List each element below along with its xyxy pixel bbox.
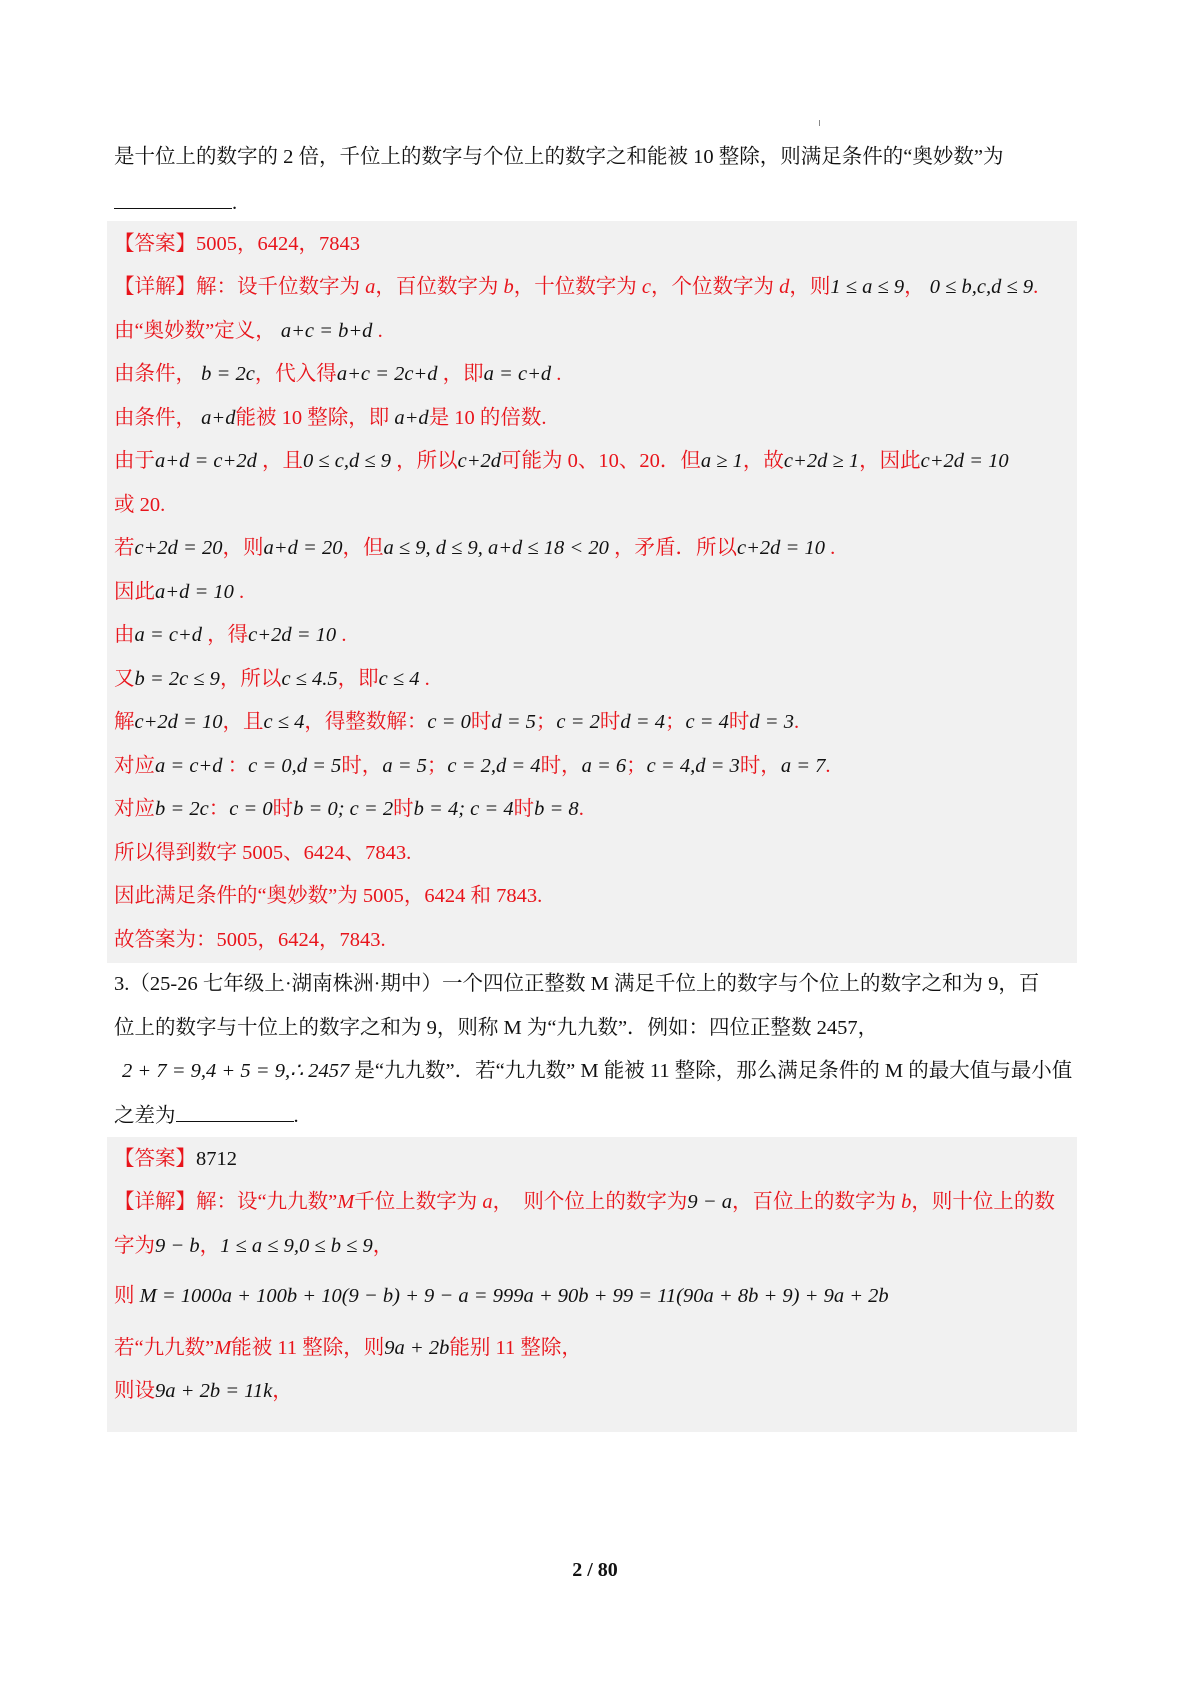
text-segment: ，代入得 <box>254 363 337 385</box>
math-expression: 1 ≤ a ≤ 9 <box>830 276 905 298</box>
detail-line <box>114 447 1009 475</box>
math-expression: c = 0,d = 5 <box>248 755 342 777</box>
math-expression: a <box>482 1191 493 1213</box>
math-expression: a = 5 <box>382 755 427 777</box>
text-segment: ，矛盾．所以 <box>608 537 737 559</box>
text-segment: 能被 10 整除，即 <box>235 407 390 429</box>
math-expression: b = 2c ≤ 9 <box>134 668 220 690</box>
text-segment: ，十位数字为 <box>513 276 642 298</box>
text-segment: ，且 <box>222 711 264 733</box>
math-expression: b = 0; <box>293 798 350 820</box>
text-segment: ，所以 <box>390 450 458 472</box>
math-expression: a = c+d <box>134 624 203 646</box>
math-expression: c = 0 <box>229 798 273 820</box>
text-segment: 时 <box>513 798 535 820</box>
text-segment: 是 10 的倍数. <box>428 407 547 429</box>
text-segment: . <box>1033 276 1039 298</box>
text-segment: ； <box>535 711 557 733</box>
math-expression: c <box>641 276 651 298</box>
question3-line4: 之差为 . <box>114 1101 299 1129</box>
detail-line <box>114 1282 889 1310</box>
math-expression: c = 2 <box>349 798 394 820</box>
text-segment: ： <box>208 798 230 820</box>
text-segment: ， <box>272 1380 293 1402</box>
question3-line3: 2 + 7 = 9,4 + 5 = 9,∴ 2457 是“九九数”．若“九九数” M 能被 11 整除，那么满足条件的 M 的最大值与最小值 <box>122 1060 1073 1082</box>
detail-line <box>114 404 547 432</box>
math-expression: b = 4; <box>413 798 471 820</box>
math-expression: a <box>365 276 376 298</box>
text-segment: . <box>825 537 836 559</box>
text-segment: ，则 <box>222 537 264 559</box>
math-expression: 0 ≤ c,d ≤ 9 <box>302 450 391 472</box>
detail-line <box>114 1232 393 1260</box>
question3-line2: 位上的数字与十位上的数字之和为 9，则称 M 为“九九数”．例如：四位正整数 2457， <box>114 1017 879 1039</box>
text-segment: ，故 <box>742 450 784 472</box>
math-expression: a = 7 <box>780 755 826 777</box>
text-segment: 对应 <box>114 798 155 820</box>
math-expression: b = 2c <box>155 798 209 820</box>
text-segment: ，即 <box>337 668 379 690</box>
detail-line <box>114 491 165 519</box>
math-expression: d = 5 <box>491 711 536 733</box>
math-expression: M <box>337 1191 355 1213</box>
text-segment: 可能为 0、10、20．但 <box>501 450 701 472</box>
detail-line <box>114 1188 1055 1216</box>
math-expression: c = 0 <box>427 711 471 733</box>
math-expression: a+c = b+d <box>275 320 373 342</box>
text-segment: ，且 <box>256 450 303 472</box>
text-segment: ， 则个位上的数字为 <box>492 1191 688 1213</box>
text-segment: 字为 <box>114 1235 155 1257</box>
text-segment: ； <box>664 711 686 733</box>
text-segment: 则 <box>114 1285 140 1307</box>
text-segment: 由条件， <box>114 363 196 385</box>
text-segment: . <box>233 581 245 603</box>
detail-line <box>114 839 411 867</box>
text-segment: ，则十位上的数 <box>911 1191 1055 1213</box>
math-expression: c+2d = 10 <box>737 537 826 559</box>
math-expression: c+2d ≥ 1 <box>783 450 860 472</box>
math-expression: M <box>214 1337 232 1359</box>
text-segment: . <box>578 798 584 820</box>
math-expression: b <box>503 276 514 298</box>
detail-line <box>114 882 542 910</box>
detail-tag: 【详解】 <box>114 1191 196 1213</box>
math-expression: M = 1000a + 100b + 10(9 − b) + 9 − a = 999a + 90b + 99 = 11(90a + 8b + 9) + 9a + 2b <box>139 1285 889 1307</box>
text-segment: 解：设“九九数” <box>196 1191 338 1213</box>
math-expression: c = 2,d = 4 <box>447 755 541 777</box>
page-number: 2 / 80 <box>572 1559 618 1581</box>
question2-tail-line <box>114 143 1003 171</box>
text-segment: 由于 <box>114 450 155 472</box>
question3-line1: 3.（25-26 七年级上·湖南株洲·期中）一个四位正整数 M 满足千位上的数字与个位上的数字之和为 9，百 <box>114 973 1040 995</box>
detail-line <box>114 665 430 693</box>
text-segment: 时 <box>599 711 621 733</box>
question-number: 3. <box>114 973 130 995</box>
text-segment: 因此满足条件的“奥妙数”为 5005，6424 和 7843. <box>114 885 543 907</box>
detail-line <box>114 578 244 606</box>
math-expression: 9 − a <box>687 1191 732 1213</box>
question-source: （25-26 七年级上·湖南株洲·期中） <box>129 973 442 995</box>
math-expression: b = 2c <box>196 363 255 385</box>
math-expression: 9a + 2b = 11k <box>155 1380 273 1402</box>
math-expression: a+d = 20 <box>263 537 343 559</box>
math-expression: c ≤ 4 <box>378 668 420 690</box>
math-expression: d = 4 <box>620 711 665 733</box>
math-expression: 9a + 2b <box>384 1337 450 1359</box>
text-segment: ； <box>426 755 448 777</box>
text-segment: ，百位数字为 <box>375 276 504 298</box>
text-segment: 解 <box>114 711 135 733</box>
math-expression: a+d = c+2d <box>155 450 257 472</box>
answer-blank <box>114 188 232 209</box>
detail-line <box>114 1334 582 1362</box>
header-mark <box>819 120 820 126</box>
math-expression: c = 4,d = 3 <box>646 755 740 777</box>
detail-line <box>114 360 561 388</box>
detail-line <box>114 317 383 345</box>
math-expression: c+2d <box>457 450 502 472</box>
text-segment: ，所以 <box>219 668 282 690</box>
text-segment: 时 <box>728 711 750 733</box>
math-expression: a+c = 2c+d <box>336 363 438 385</box>
math-expression: 0 ≤ b,c,d ≤ 9 <box>924 276 1034 298</box>
math-expression: 9 − b <box>155 1235 200 1257</box>
detail-line <box>114 534 835 562</box>
answer-tag: 【答案】 <box>114 233 196 255</box>
math-expression: c ≤ 4.5 <box>281 668 338 690</box>
text-segment: 千位上数字为 <box>354 1191 483 1213</box>
math-expression: c = 4 <box>470 798 514 820</box>
text-segment: 时 <box>393 798 414 820</box>
text-segment: . <box>793 711 800 733</box>
detail-line <box>114 795 584 823</box>
math-expression: 1 ≤ a ≤ 9,0 ≤ b ≤ 9 <box>220 1235 373 1257</box>
answer-tag: 【答案】 <box>114 1148 196 1170</box>
text-segment: ，得 <box>202 624 249 646</box>
math-expression: b = 8 <box>534 798 579 820</box>
math-expression: c+2d = 10 <box>134 711 223 733</box>
text-segment: ， <box>904 276 925 298</box>
text-segment: ，个位数字为 <box>650 276 780 298</box>
math-expression: a = c+d <box>155 755 223 777</box>
text-segment: ，因此 <box>859 450 921 472</box>
math-expression: d = 3 <box>749 711 794 733</box>
text-segment: 因此 <box>114 581 155 603</box>
text-segment: . <box>825 755 831 777</box>
detail-line <box>114 621 346 649</box>
answer-value: 5005，6424，7843 <box>196 233 360 255</box>
text-segment: 由条件， <box>114 407 196 429</box>
text-segment: ，但 <box>342 537 384 559</box>
text-segment: 时 <box>470 711 492 733</box>
text-segment: 由“奥妙数”定义， <box>114 320 276 342</box>
math-expression: a ≤ 9, d ≤ 9, a+d ≤ 18 < 20 <box>383 537 609 559</box>
text-segment: 时， <box>739 755 781 777</box>
text-segment: . <box>551 363 562 385</box>
text-segment: . <box>419 668 430 690</box>
text-segment: 能别 11 整除， <box>449 1337 582 1359</box>
text-segment: 又 <box>114 668 135 690</box>
answer-line-q3 <box>114 1145 237 1173</box>
math-expression: a = c+d <box>483 363 552 385</box>
text-segment: 时， <box>540 755 582 777</box>
text-segment: 对应 <box>114 755 155 777</box>
text-segment: ，则 <box>789 276 831 298</box>
question2-text: 是十位上的数字的 2 倍，千位上的数字与个位上的数字之和能被 10 整除，则满足条件的“奥妙数”为 <box>114 146 1004 168</box>
detail-tag: 【详解】 <box>114 276 196 298</box>
detail-line <box>114 752 831 780</box>
answer-line-q2 <box>114 230 360 258</box>
text-segment: ，百位上的数字为 <box>732 1191 902 1213</box>
math-expression: a = 6 <box>581 755 627 777</box>
text-segment: 解：设千位数字为 <box>196 276 366 298</box>
math-expression: d <box>779 276 790 298</box>
text-segment: ： <box>222 755 249 777</box>
math-expression: a+d <box>389 407 429 429</box>
math-expression: c = 4 <box>685 711 729 733</box>
text-segment: ，得整数解： <box>304 711 428 733</box>
math-expression: c ≤ 4 <box>263 711 305 733</box>
answer-value: 8712 <box>196 1148 237 1170</box>
answer-blank <box>176 1101 294 1122</box>
text-segment: 或 20. <box>114 494 166 516</box>
text-segment: 时， <box>341 755 383 777</box>
text-segment: 由 <box>114 624 135 646</box>
detail-line <box>114 708 799 736</box>
text-segment: . <box>336 624 347 646</box>
question2-blank-line: . <box>114 188 237 216</box>
math-expression: b <box>901 1191 912 1213</box>
text-segment: 故答案为：5005，6424，7843. <box>114 929 386 951</box>
text-segment: ，即 <box>437 363 484 385</box>
text-segment: 能被 11 整除，则 <box>231 1337 385 1359</box>
math-expression: c+2d = 10 <box>920 450 1009 472</box>
math-expression: a+d = 10 <box>155 581 234 603</box>
text-segment: . <box>372 320 383 342</box>
text-segment: ， <box>372 1235 394 1257</box>
math-expression: c+2d = 10 <box>248 624 337 646</box>
text-segment: ； <box>626 755 647 777</box>
detail-line <box>114 926 386 954</box>
math-expression: c+2d = 20 <box>134 537 223 559</box>
text-segment: 所以得到数字 5005、6424、7843. <box>114 842 412 864</box>
math-expression: a+d <box>196 407 236 429</box>
math-expression: a ≥ 1 <box>700 450 743 472</box>
detail-line <box>114 1377 293 1405</box>
text-segment: 若 <box>114 537 135 559</box>
text-segment: 时 <box>272 798 294 820</box>
math-expression: c = 2 <box>556 711 600 733</box>
text-segment: ， <box>199 1235 221 1257</box>
text-segment: 若“九九数” <box>114 1337 215 1359</box>
text-segment: 则设 <box>114 1380 155 1402</box>
detail-line <box>114 273 1038 301</box>
